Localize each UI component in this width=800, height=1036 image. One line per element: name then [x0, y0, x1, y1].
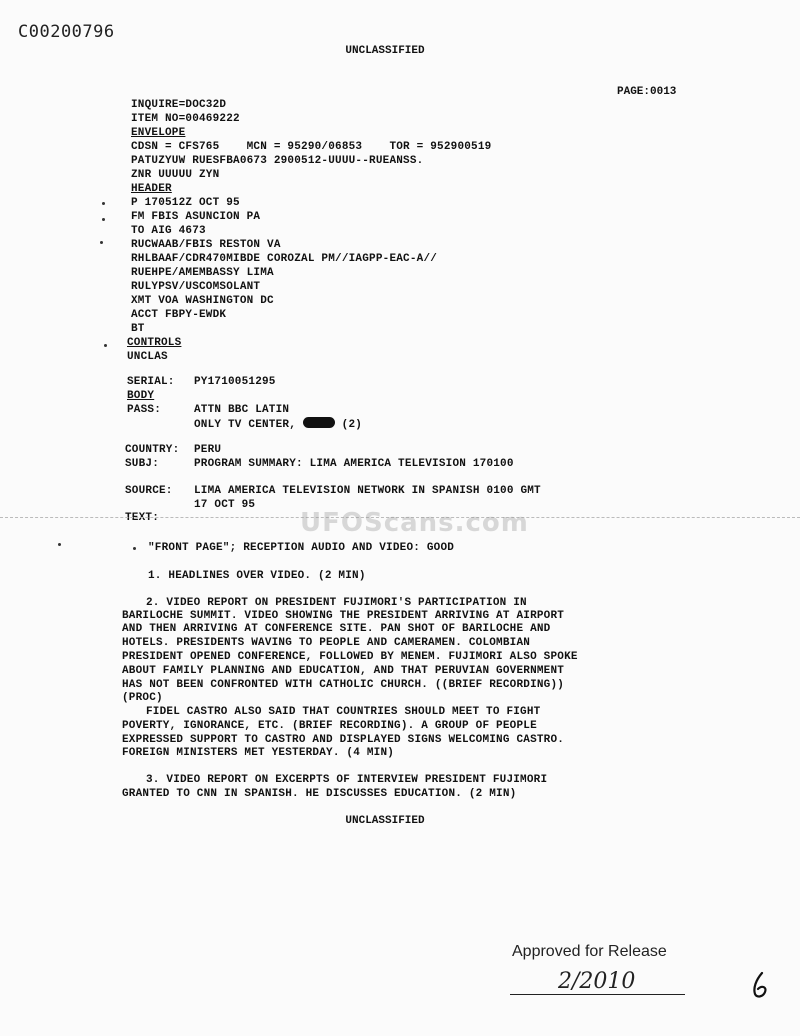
margin-mark	[102, 202, 105, 205]
source-value: LIMA AMERICA TELEVISION NETWORK IN SPANISH 0100 GMT	[194, 485, 541, 497]
item-2-line: BARILOCHE SUMMIT. VIDEO SHOWING THE PRESIDENT ARRIVING AT AIRPORT	[122, 610, 565, 622]
header-heading: HEADER	[131, 183, 172, 195]
source-label: SOURCE:	[125, 485, 173, 497]
serial-label: SERIAL:	[127, 376, 175, 388]
item-2-line: PRESIDENT OPENED CONFERENCE, FOLLOWED BY MENEM. FUJIMORI ALSO SPOKE	[122, 651, 578, 663]
envelope-heading: ENVELOPE	[131, 127, 186, 139]
address-line: RHLBAAF/CDR470MIBDE COROZAL PM//IAGPP-EAC-A//	[131, 253, 438, 265]
item-2-line: FOREIGN MINISTERS MET YESTERDAY. (4 MIN)	[122, 747, 395, 759]
margin-mark	[133, 547, 136, 550]
acct-line: ACCT FBPY-EWDK	[131, 309, 227, 321]
release-date: 2/2010	[558, 969, 636, 994]
item-2-line: POVERTY, IGNORANCE, ETC. (BRIEF RECORDING). A GROUP OF PEOPLE	[122, 720, 537, 732]
pass-suffix: (2)	[341, 419, 363, 431]
item-2-line: HOTELS. PRESIDENTS WAVING TO PEOPLE AND CAMERAMEN. COLOMBIAN	[122, 637, 531, 649]
reception-line: "FRONT PAGE"; RECEPTION AUDIO AND VIDEO: GOOD	[148, 542, 455, 554]
controls-heading: CONTROLS	[127, 337, 182, 349]
pass-line	[194, 417, 362, 432]
text-label: TEXT:	[125, 512, 160, 524]
watermark: UFOScans.com	[300, 508, 529, 538]
classification-top: UNCLASSIFIED	[345, 45, 425, 57]
address-line: RULYPSV/USCOMSOLANT	[131, 281, 261, 293]
unclas-line: UNCLAS	[127, 351, 168, 363]
item-2-line: HAS NOT BEEN CONFRONTED WITH CATHOLIC CHURCH. ((BRIEF RECORDING))	[122, 679, 565, 691]
source-value: 17 OCT 95	[194, 499, 256, 511]
inquire-line: INQUIRE=DOC32D	[131, 99, 227, 111]
release-stamp: Approved for Release	[512, 943, 667, 960]
item-2-line: EXPRESSED SUPPORT TO CASTRO AND DISPLAYED SIGNS WELCOMING CASTRO.	[122, 734, 565, 746]
subj-value: PROGRAM SUMMARY: LIMA AMERICA TELEVISION 170100	[194, 458, 514, 470]
cdsn-line: CDSN = CFS765 MCN = 95290/06853 TOR = 952900519	[131, 141, 492, 153]
address-line: RUCWAAB/FBIS RESTON VA	[131, 239, 281, 251]
country-value: PERU	[194, 444, 222, 456]
item-2-line: AND THEN ARRIVING AT CONFERENCE SITE. PAN SHOT OF BARILOCHE AND	[122, 623, 551, 635]
serial-value: PY1710051295	[194, 376, 276, 388]
margin-mark	[58, 543, 61, 546]
redaction-mark	[303, 417, 335, 428]
subj-label: SUBJ:	[125, 458, 160, 470]
xmt-line: XMT VOA WASHINGTON DC	[131, 295, 274, 307]
country-label: COUNTRY:	[125, 444, 180, 456]
pass-line-text: ONLY TV CENTER,	[194, 419, 297, 431]
znr-line: ZNR UUUUU ZYN	[131, 169, 220, 181]
margin-mark	[100, 241, 103, 244]
address-line: RUEHPE/AMEMBASSY LIMA	[131, 267, 274, 279]
pass-line: ATTN BBC LATIN	[194, 404, 290, 416]
item-2-line: ABOUT FAMILY PLANNING AND EDUCATION, AND THAT PERUVIAN GOVERNMENT	[122, 665, 565, 677]
item-2: 2. VIDEO REPORT ON PRESIDENT FUJIMORI'S PARTICIPATION IN	[146, 597, 527, 609]
classification-bottom: UNCLASSIFIED	[345, 815, 425, 827]
from-line: FM FBIS ASUNCION PA	[131, 211, 261, 223]
page-number: PAGE:0013	[617, 86, 677, 98]
bt-line: BT	[131, 323, 145, 335]
document-id: C00200796	[18, 22, 115, 42]
item-2-line: FIDEL CASTRO ALSO SAID THAT COUNTRIES SHOULD MEET TO FIGHT	[146, 706, 541, 718]
item-3: 3. VIDEO REPORT ON EXCERPTS OF INTERVIEW PRESIDENT FUJIMORI	[146, 774, 548, 786]
item-3-line: GRANTED TO CNN IN SPANISH. HE DISCUSSES EDUCATION. (2 MIN)	[122, 788, 517, 800]
signature-line	[510, 994, 685, 995]
item-line: ITEM NO=00469222	[131, 113, 240, 125]
dtg-line: P 170512Z OCT 95	[131, 197, 240, 209]
margin-mark	[104, 344, 107, 347]
item-2-line: (PROC)	[122, 692, 163, 704]
routing-line: PATUZYUW RUESFBA0673 2900512-UUUU--RUEANSS.	[131, 155, 424, 167]
pass-label: PASS:	[127, 404, 162, 416]
item-1: 1. HEADLINES OVER VIDEO. (2 MIN)	[148, 570, 366, 582]
body-heading: BODY	[127, 390, 155, 402]
margin-mark	[102, 218, 105, 221]
to-line: TO AIG 4673	[131, 225, 206, 237]
handwritten-page-mark	[748, 970, 778, 1000]
